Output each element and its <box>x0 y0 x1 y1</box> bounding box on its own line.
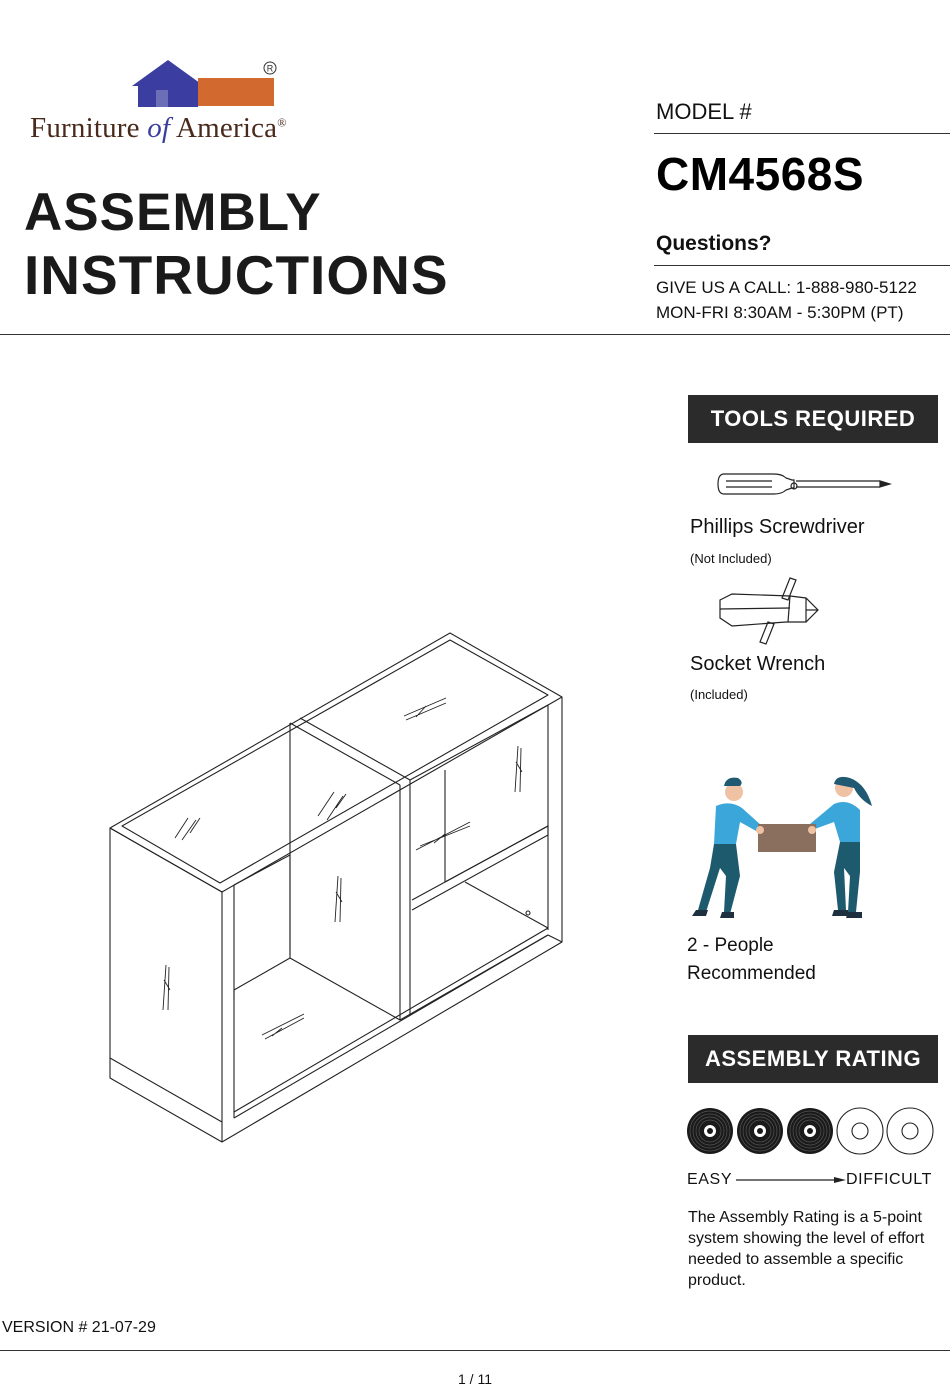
tools-required-banner: TOOLS REQUIRED <box>688 395 938 443</box>
tool-name-screwdriver: Phillips Screwdriver <box>690 516 865 538</box>
questions-heading: Questions? <box>656 232 772 255</box>
rating-disc-empty <box>887 1108 933 1154</box>
rating-scale <box>684 1104 940 1160</box>
easy-label: EASY <box>687 1171 733 1188</box>
title-line-1: ASSEMBLY <box>24 183 322 242</box>
rating-disc-empty <box>837 1108 883 1154</box>
socket-wrench-icon <box>716 576 822 646</box>
model-label: MODEL # <box>656 99 752 124</box>
hours-line: MON-FRI 8:30AM - 5:30PM (PT) <box>656 303 904 322</box>
rating-disc-filled <box>787 1108 833 1154</box>
people-line-1: 2 - People <box>687 935 774 956</box>
divider <box>654 265 950 266</box>
cabinet-illustration <box>100 625 570 1145</box>
furniture-of-america-logo <box>28 56 288 116</box>
screwdriver-icon <box>716 470 892 498</box>
registered-mark: ® <box>277 115 287 130</box>
header-divider <box>0 334 950 335</box>
tool-note-screwdriver: (Not Included) <box>690 551 772 566</box>
version-label: VERSION # 21-07-29 <box>2 1319 156 1336</box>
people-recommendation <box>687 932 816 988</box>
title-line-2: INSTRUCTIONS <box>24 244 449 306</box>
brand-name-part1: Furniture <box>30 112 140 144</box>
difficulty-arrow-icon <box>736 1174 848 1186</box>
tool-name-socket-wrench: Socket Wrench <box>690 653 826 675</box>
footer-divider <box>0 1350 950 1351</box>
page-number: 1 / 11 <box>458 1371 492 1387</box>
call-line: GIVE US A CALL: 1-888-980-5122 <box>656 278 917 297</box>
assembly-rating-banner: ASSEMBLY RATING <box>688 1035 938 1083</box>
tool-note-socket-wrench: (Included) <box>690 687 748 702</box>
divider <box>654 133 950 134</box>
rating-disc-filled <box>687 1108 733 1154</box>
brand-wordmark <box>30 112 287 145</box>
svg-text:R: R <box>266 63 274 74</box>
people-line-2: Recommended <box>687 963 816 984</box>
brand-name-part2: America <box>176 112 278 144</box>
difficult-label: DIFFICULT <box>846 1171 932 1188</box>
brand-name-of: of <box>147 112 171 144</box>
rating-disc-filled <box>737 1108 783 1154</box>
two-people-icon <box>684 772 884 922</box>
model-number: CM4568S <box>656 148 865 200</box>
rating-description: The Assembly Rating is a 5-point system showing the level of effort needed to assemble a specific product. <box>688 1209 925 1289</box>
